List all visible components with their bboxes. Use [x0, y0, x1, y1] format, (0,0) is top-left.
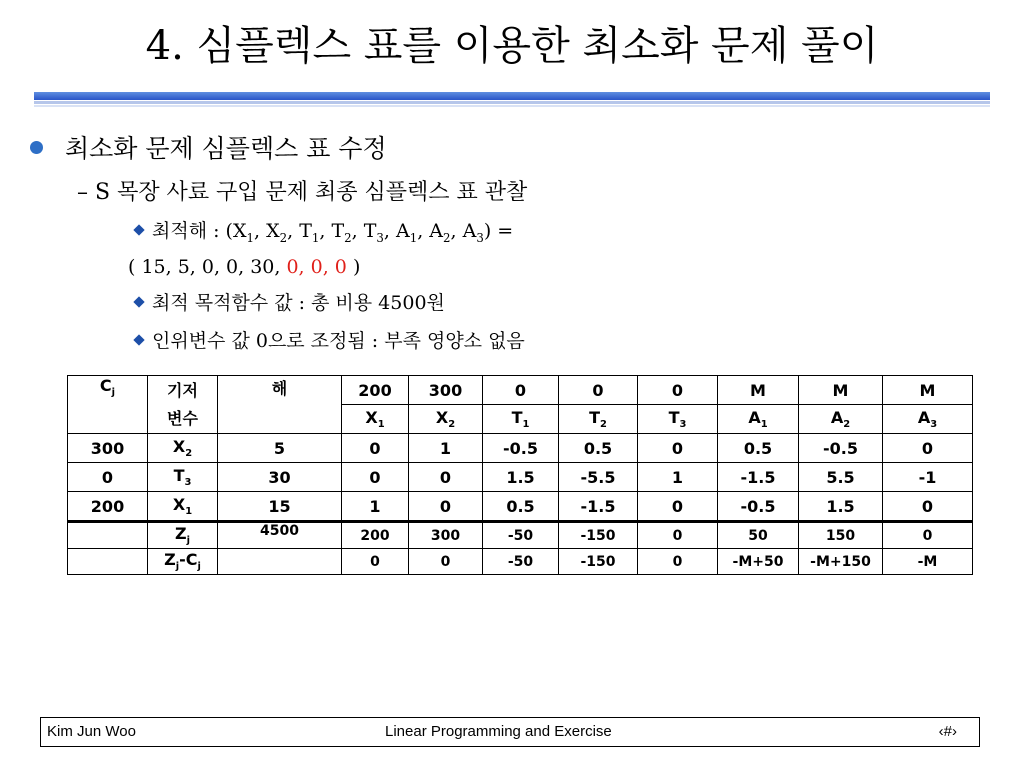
coef-cell: -0.5 — [718, 492, 799, 522]
coef-cell: 1.5 — [799, 492, 883, 522]
var-sub: 2 — [344, 230, 352, 245]
title-divider-light — [34, 101, 990, 104]
zjcj-cell: -150 — [559, 549, 638, 575]
var-text: X — [232, 220, 247, 242]
header-basis: 기저 변수 — [148, 376, 218, 434]
coef-cell: -1 — [883, 463, 973, 492]
zj-cell: 50 — [718, 522, 799, 549]
var-sub: 1 — [246, 230, 254, 245]
footer-page-number: ‹#› — [938, 723, 957, 740]
basis-var: $X_2$ — [148, 434, 218, 463]
var-sub: 1 — [409, 230, 418, 245]
coef-cell: 0 — [409, 463, 483, 492]
var-text: , X — [254, 220, 280, 242]
cost-cell: 0 — [483, 376, 559, 405]
coef-cell: 0 — [342, 434, 409, 463]
values-text: ( 15, 5, 0, 0, 30, — [128, 256, 287, 278]
var-sub: 2 — [279, 230, 288, 245]
zj-row — [68, 522, 973, 549]
basis-cost: 300 — [68, 434, 148, 463]
optimal-values — [128, 253, 360, 281]
var-header: $X_1$ — [342, 405, 409, 434]
cost-cell: M — [718, 376, 799, 405]
var-header: $X_2$ — [409, 405, 483, 434]
diamond-bullet-icon — [133, 224, 144, 235]
cost-cell: 0 — [559, 376, 638, 405]
zj-cell: 300 — [409, 522, 483, 549]
zjcj-cell: 0 — [638, 549, 718, 575]
optimal-label: 최적해 : ( — [152, 220, 233, 242]
coef-cell: 0 — [638, 492, 718, 522]
dash-marker: – — [77, 180, 88, 205]
solution-cell: 30 — [218, 463, 342, 492]
bullet-dot-icon — [30, 141, 43, 154]
var-text: ) = — [483, 220, 514, 242]
basis-cost: 200 — [68, 492, 148, 522]
coef-cell: -1.5 — [718, 463, 799, 492]
title-divider — [34, 92, 990, 100]
bullet-level-2 — [77, 178, 527, 208]
empty-cell — [68, 522, 148, 549]
basis-var: $T_3$ — [148, 463, 218, 492]
empty-cell — [68, 549, 148, 575]
bullet-objective — [132, 289, 445, 317]
var-sub: 3 — [376, 230, 384, 245]
table-row — [68, 434, 973, 463]
bullet-optimal-solution — [132, 217, 513, 252]
coef-cell: 0 — [883, 492, 973, 522]
coef-cell: -0.5 — [799, 434, 883, 463]
zj-cell: 150 — [799, 522, 883, 549]
diamond-bullet-icon — [133, 296, 144, 307]
header-solution: 해 — [218, 376, 342, 434]
var-sub: 2 — [443, 230, 451, 245]
bullet-level-1 — [30, 132, 387, 166]
solution-cell: 5 — [218, 434, 342, 463]
zjcj-cell: -50 — [483, 549, 559, 575]
coef-cell: -0.5 — [483, 434, 559, 463]
coef-cell: 1 — [638, 463, 718, 492]
cost-cell: M — [883, 376, 973, 405]
zjcj-cell: 0 — [342, 549, 409, 575]
coef-cell: -1.5 — [559, 492, 638, 522]
diamond-bullet-icon — [133, 334, 144, 345]
title-divider-faint — [34, 105, 990, 107]
table-row — [68, 492, 973, 522]
var-header: $T_1$ — [483, 405, 559, 434]
empty-cell — [218, 549, 342, 575]
coef-cell: 0.5 — [559, 434, 638, 463]
zj-solution: 4500 — [218, 522, 342, 549]
bullet-artificial — [132, 327, 525, 355]
zj-cell: -50 — [483, 522, 559, 549]
var-header: $A_2$ — [799, 405, 883, 434]
bullet-text: 최소화 문제 심플렉스 표 수정 — [65, 134, 387, 163]
var-header: $T_2$ — [559, 405, 638, 434]
cost-row — [68, 376, 973, 405]
var-text: , A — [417, 220, 444, 242]
basis-var: $X_1$ — [148, 492, 218, 522]
var-text: , T — [319, 220, 345, 242]
var-sub: 3 — [476, 230, 484, 245]
values-close: ) — [346, 256, 361, 278]
var-text: , T — [287, 220, 312, 242]
zj-cell: 0 — [638, 522, 718, 549]
slide-title: 4. 심플렉스 표를 이용한 최소화 문제 풀이 — [145, 23, 879, 69]
zj-cell: 0 — [883, 522, 973, 549]
zj-label: $Z_j$ — [148, 522, 218, 549]
slide-footer — [40, 717, 980, 747]
var-text: , A — [450, 220, 477, 242]
var-text: , T — [351, 220, 377, 242]
coef-cell: 5.5 — [799, 463, 883, 492]
zjcj-cell: -M+50 — [718, 549, 799, 575]
var-text: , A — [383, 220, 410, 242]
coef-cell: 1 — [342, 492, 409, 522]
coef-cell: 0 — [638, 434, 718, 463]
cost-cell: 0 — [638, 376, 718, 405]
bullet-text: S 목장 사료 구입 문제 최종 심플렉스 표 관찰 — [95, 180, 528, 205]
zj-cell: -150 — [559, 522, 638, 549]
cost-cell: 300 — [409, 376, 483, 405]
var-sub: 1 — [311, 230, 320, 245]
table-row — [68, 463, 973, 492]
footer-author: Kim Jun Woo — [47, 723, 136, 740]
zj-cell: 200 — [342, 522, 409, 549]
zjcj-cell: -M+150 — [799, 549, 883, 575]
values-highlight: 0, 0, 0 — [286, 256, 347, 278]
coef-cell: 1 — [409, 434, 483, 463]
coef-cell: 0.5 — [718, 434, 799, 463]
var-header: $A_3$ — [883, 405, 973, 434]
coef-cell: 0 — [342, 463, 409, 492]
coef-cell: -5.5 — [559, 463, 638, 492]
coef-cell: 1.5 — [483, 463, 559, 492]
zjcj-cell: 0 — [409, 549, 483, 575]
var-header: $A_1$ — [718, 405, 799, 434]
bullet-text: 인위변수 값 0으로 조정됨 : 부족 영양소 없음 — [152, 330, 525, 352]
zjcj-label: $Z_j-C_j$ — [148, 549, 218, 575]
simplex-table — [67, 375, 973, 575]
coef-cell: 0 — [409, 492, 483, 522]
coef-cell: 0.5 — [483, 492, 559, 522]
var-header: $T_3$ — [638, 405, 718, 434]
zjcj-cell: -M — [883, 549, 973, 575]
footer-course: Linear Programming and Exercise — [385, 723, 612, 740]
coef-cell: 0 — [883, 434, 973, 463]
header-cj: $C_j$ — [68, 376, 148, 434]
cost-cell: M — [799, 376, 883, 405]
bullet-text: 최적 목적함수 값 : 총 비용 4500원 — [152, 292, 445, 314]
zjcj-row — [68, 549, 973, 575]
basis-cost: 0 — [68, 463, 148, 492]
solution-cell: 15 — [218, 492, 342, 522]
cost-cell: 200 — [342, 376, 409, 405]
